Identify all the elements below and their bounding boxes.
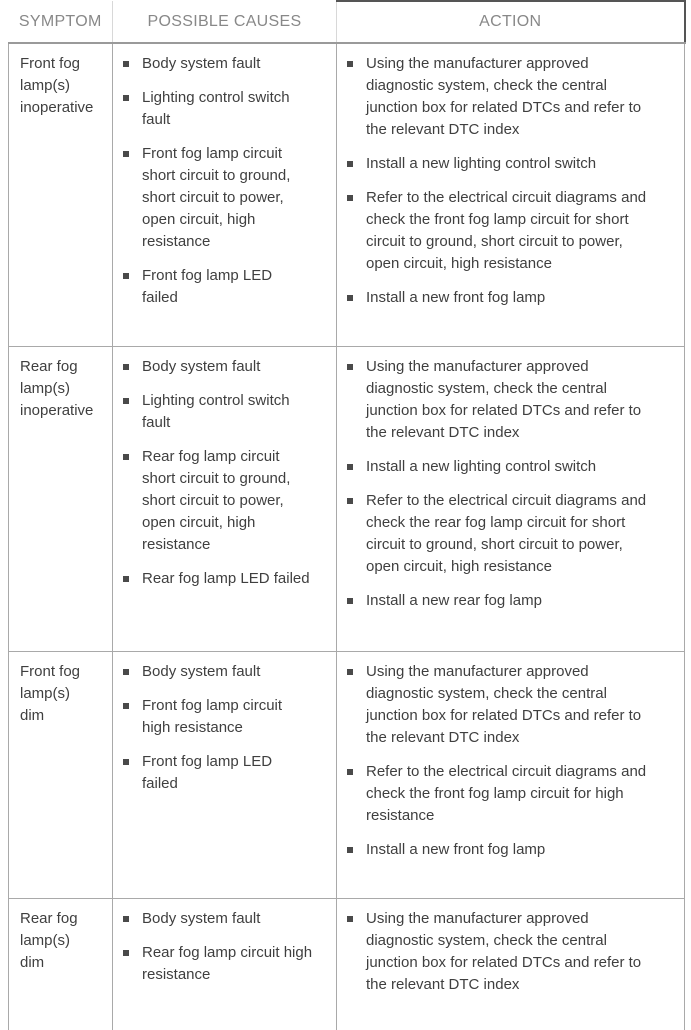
action-item: Refer to the electrical circuit diagrams and check the front fog lamp circuit for short circuit to ground, short circuit to power, open circuit, high resistance xyxy=(345,187,676,275)
symptom-line: lamp(s) xyxy=(20,930,106,952)
action-cell xyxy=(337,43,685,347)
action-cell xyxy=(337,899,685,1030)
causes-cell xyxy=(113,43,337,347)
cause-item: Body system fault xyxy=(121,908,328,930)
causes-cell xyxy=(113,652,337,899)
table-row xyxy=(9,899,685,1030)
causes-list xyxy=(121,908,328,986)
cause-item: Front fog lamp circuit short circuit to ground, short circuit to power, open circuit, high resistance xyxy=(121,143,328,253)
causes-list xyxy=(121,661,328,795)
causes-cell xyxy=(113,899,337,1030)
action-item: Using the manufacturer approved diagnostic system, check the central junction box for related DTCs and refer to the relevant DTC index xyxy=(345,661,676,749)
header-possible-causes: POSSIBLE CAUSES xyxy=(113,1,337,43)
causes-cell xyxy=(113,347,337,652)
symptom-cell xyxy=(9,347,113,652)
action-item: Refer to the electrical circuit diagrams and check the front fog lamp circuit for high resistance xyxy=(345,761,676,827)
cause-item: Lighting control switch fault xyxy=(121,390,328,434)
symptom-line: inoperative xyxy=(20,97,106,119)
diagnostic-table xyxy=(8,0,686,1030)
action-cell xyxy=(337,652,685,899)
symptom-line: Rear fog xyxy=(20,908,106,930)
symptom-line: dim xyxy=(20,952,106,974)
cause-item: Front fog lamp LED failed xyxy=(121,265,328,309)
symptom-cell xyxy=(9,43,113,347)
action-item: Install a new front fog lamp xyxy=(345,287,676,309)
action-item: Using the manufacturer approved diagnostic system, check the central junction box for related DTCs and refer to the relevant DTC index xyxy=(345,908,676,996)
symptom-cell xyxy=(9,652,113,899)
symptom-line: lamp(s) xyxy=(20,683,106,705)
cause-item: Front fog lamp circuit high resistance xyxy=(121,695,328,739)
actions-list xyxy=(345,661,676,861)
actions-list xyxy=(345,908,676,996)
table-row xyxy=(9,347,685,652)
symptom-line: Front fog xyxy=(20,661,106,683)
table-row xyxy=(9,652,685,899)
symptom-line: Front fog xyxy=(20,53,106,75)
symptom-line: dim xyxy=(20,705,106,727)
action-item: Install a new lighting control switch xyxy=(345,153,676,175)
cause-item: Rear fog lamp circuit high resistance xyxy=(121,942,328,986)
cause-item: Front fog lamp LED failed xyxy=(121,751,328,795)
symptom-line: Rear fog xyxy=(20,356,106,378)
action-item: Install a new lighting control switch xyxy=(345,456,676,478)
header-action: ACTION xyxy=(337,1,685,43)
actions-list xyxy=(345,356,676,612)
action-item: Install a new front fog lamp xyxy=(345,839,676,861)
symptom-line: lamp(s) xyxy=(20,75,106,97)
header-row xyxy=(9,1,685,43)
symptom-line: inoperative xyxy=(20,400,106,422)
action-item: Install a new rear fog lamp xyxy=(345,590,676,612)
actions-list xyxy=(345,53,676,309)
causes-list xyxy=(121,356,328,590)
cause-item: Rear fog lamp circuit short circuit to ground, short circuit to power, open circuit, high resistance xyxy=(121,446,328,556)
action-item: Refer to the electrical circuit diagrams and check the rear fog lamp circuit for short circuit to ground, short circuit to power, open circuit, high resistance xyxy=(345,490,676,578)
causes-list xyxy=(121,53,328,309)
header-symptom: SYMPTOM xyxy=(9,1,113,43)
cause-item: Rear fog lamp LED failed xyxy=(121,568,328,590)
action-item: Using the manufacturer approved diagnostic system, check the central junction box for related DTCs and refer to the relevant DTC index xyxy=(345,53,676,141)
cause-item: Body system fault xyxy=(121,53,328,75)
action-item: Using the manufacturer approved diagnostic system, check the central junction box for related DTCs and refer to the relevant DTC index xyxy=(345,356,676,444)
symptom-line: lamp(s) xyxy=(20,378,106,400)
table-row xyxy=(9,43,685,347)
cause-item: Body system fault xyxy=(121,661,328,683)
action-cell xyxy=(337,347,685,652)
cause-item: Lighting control switch fault xyxy=(121,87,328,131)
cause-item: Body system fault xyxy=(121,356,328,378)
symptom-cell xyxy=(9,899,113,1030)
